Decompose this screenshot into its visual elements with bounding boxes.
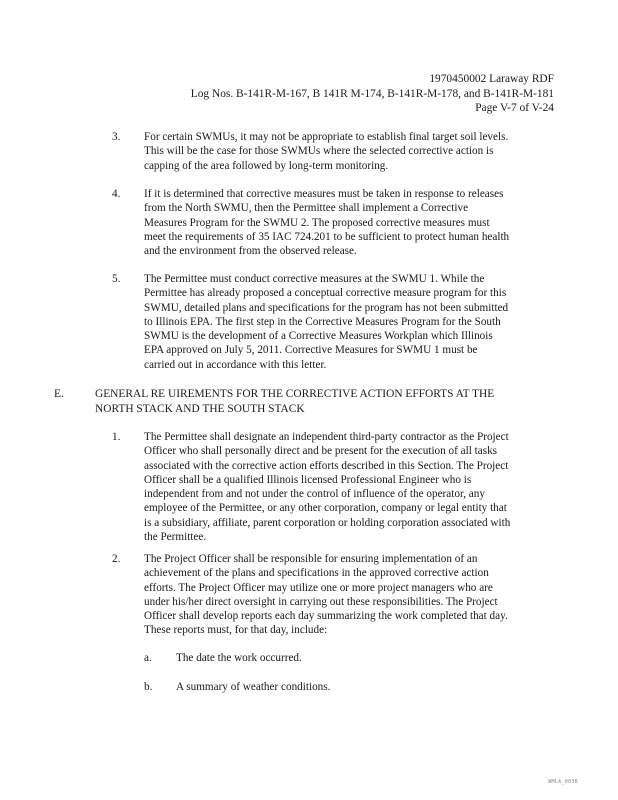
item-text (144, 430, 544, 544)
text-line: under his/her direct oversight in carrying out these responsibilities. The Project (144, 595, 498, 608)
text-line: Officer shall develop reports each day summarizing the work completed that day. (144, 610, 508, 623)
page-header (191, 72, 554, 116)
text-line: and the environment from the observed release. (144, 245, 357, 258)
text-line: meet the requirements of 35 IAC 724.201 to be sufficient to protect human health (144, 230, 510, 243)
text-line: The Project Officer shall be responsible for ensuring implementation of an (144, 553, 478, 565)
text-line: achievement of the plans and specifications in the approved corrective action (144, 567, 489, 580)
text-line: Officer shall be a qualified Illinois licensed Professional Engineer who is (144, 473, 472, 486)
text-line: Officer who shall personally direct and be present for the execution of all tasks (144, 445, 498, 458)
text-line: Permittee has already proposed a conceptual corrective measure program for this (144, 287, 507, 300)
text-line: associated with the corrective action efforts described in this Section. The Project (144, 459, 509, 472)
text-line: These reports must, for that day, include: (144, 624, 328, 637)
text-line: EPA approved on July 5, 2011. Corrective Measures for SWMU 1 must be (144, 344, 478, 357)
text-line: NORTH STACK AND THE SOUTH STACK (95, 402, 305, 415)
text-line: For certain SWMUs, it may not be appropriate to establish final target soil levels. (144, 131, 509, 143)
section-title (95, 387, 555, 416)
text-line: SWMU, detailed plans and specifications for the program has not been submitted (144, 301, 509, 314)
sub-item-text: A summary of weather conditions. (176, 681, 331, 693)
item-text (144, 130, 544, 173)
bates-stamp: WMLA_0038 (548, 779, 578, 785)
text-line: carried out in accordance with this letter. (144, 358, 327, 371)
text-line: the Permittee. (144, 531, 207, 544)
text-line: from the North SWMU, then the Permittee shall implement a Corrective (144, 202, 469, 215)
item-text (144, 187, 544, 258)
item-text (144, 272, 544, 372)
header-page-number: Page V-7 of V-24 (475, 102, 554, 114)
text-line: If it is determined that corrective measures must be taken in response to releases (144, 188, 504, 200)
sub-item-letter: a. (144, 652, 152, 664)
item-text (144, 552, 544, 638)
sub-item-letter: b. (144, 681, 153, 693)
text-line: SWMU is the development of a Corrective Measures Workplan which Illinois (144, 330, 493, 343)
text-line: independent from and not under the control of influence of the operator, any (144, 488, 485, 501)
text-line: Measures Program for the SWMU 2. The proposed corrective measures must (144, 216, 490, 229)
sub-item-text: The date the work occurred. (176, 652, 302, 664)
section-letter: E. (54, 388, 64, 400)
text-line: This will be the case for those SWMUs where the selected corrective action is (144, 145, 494, 158)
item-number: 1. (112, 431, 121, 443)
text-line: The Permittee shall designate an independent third-party contractor as the Project (144, 431, 509, 443)
item-number: 4. (112, 188, 121, 200)
text-line: employee of the Permittee, or any other corporation, company or legal entity that (144, 502, 507, 515)
text-line: is a subsidiary, affiliate, parent corporation or holding corporation associated with (144, 516, 511, 529)
text-line: The Permittee must conduct corrective measures at the SWMU 1. While the (144, 273, 485, 285)
item-number: 3. (112, 131, 121, 143)
text-line: GENERAL RE UIREMENTS FOR THE CORRECTIVE ACTION EFFORTS AT THE (95, 388, 495, 400)
header-facility: 1970450002 Laraway RDF (429, 73, 554, 85)
text-line: to Illinois EPA. The first step in the Corrective Measures Program for the South (144, 315, 501, 328)
text-line: efforts. The Project Officer may utilize one or more project managers who are (144, 581, 493, 594)
item-number: 5. (112, 273, 121, 285)
header-log-numbers: Log Nos. B-141R-M-167, B 141R M-174, B-141R-M-178, and B-141R-M-181 (190, 87, 554, 100)
item-number: 2. (112, 553, 121, 565)
text-line: capping of the area followed by long-term monitoring. (144, 159, 389, 172)
